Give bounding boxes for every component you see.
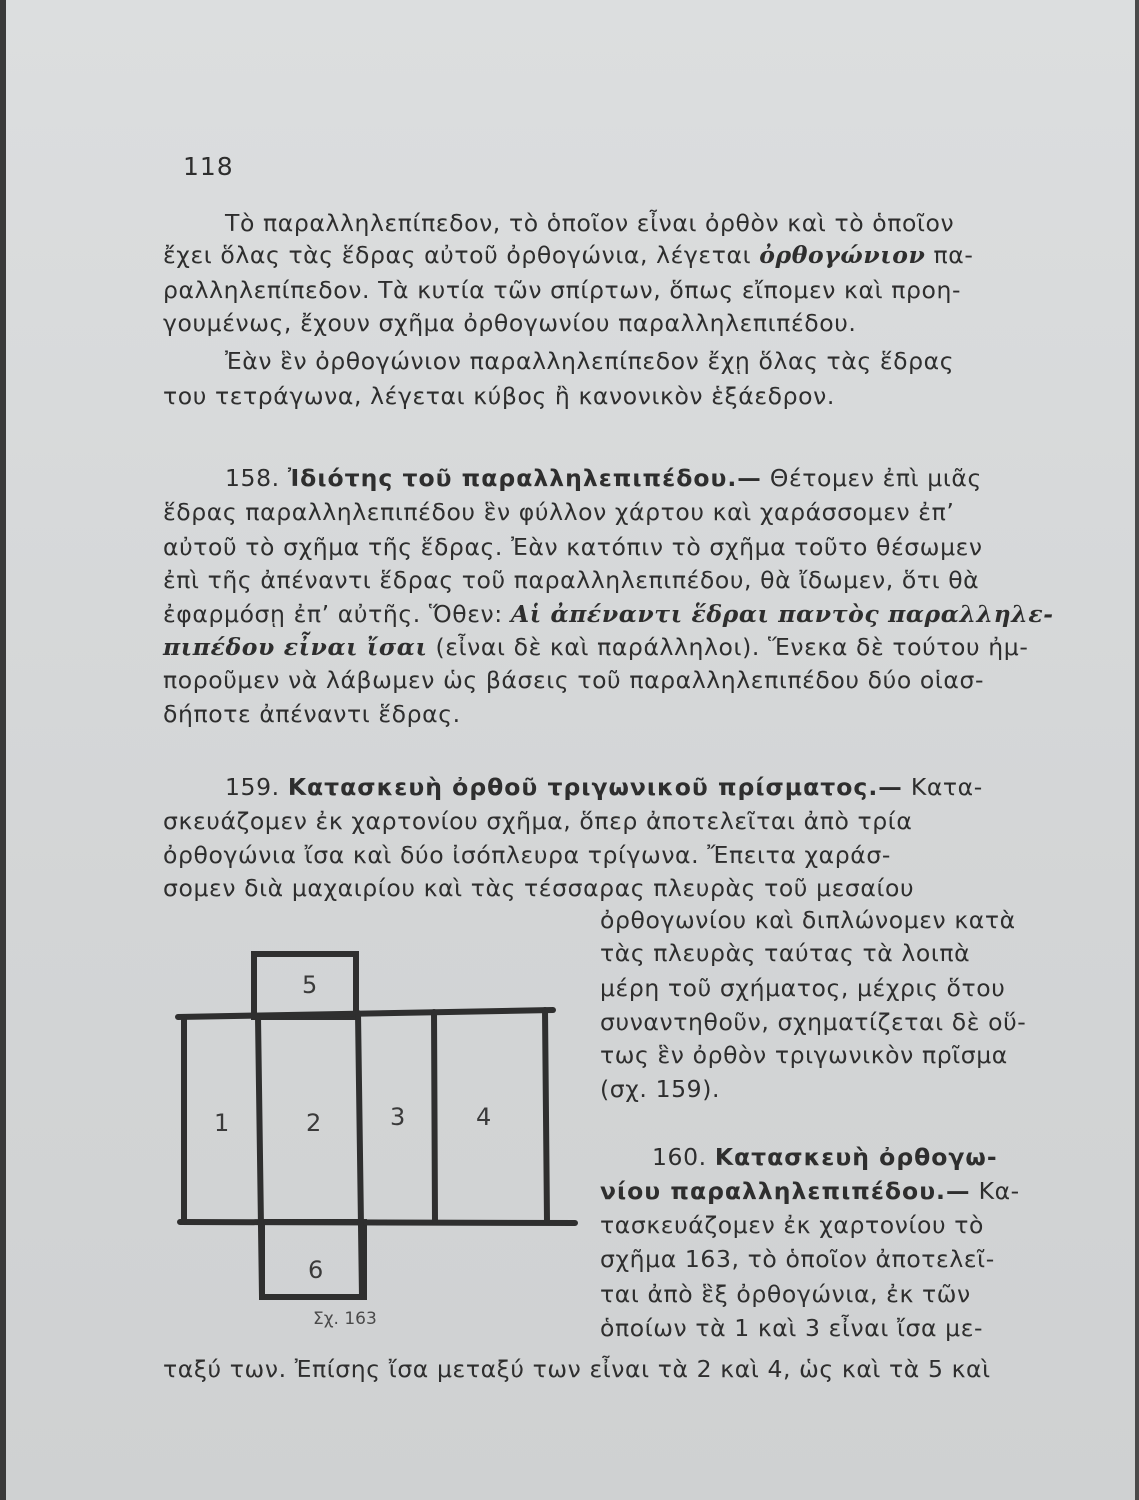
section-heading: Κατασκευὴ ὀρθοῦ τριγωνικοῦ πρίσματος.— [287, 773, 903, 801]
section-160-line-1 [652, 1143, 998, 1171]
section-158-line-3: αὐτοῦ τὸ σχῆμα τῆς ἕδρας. Ἐὰν κατόπιν τὸ σχῆμα τοῦτο θέσωμεν [163, 533, 983, 561]
text-run: πα- [925, 241, 974, 269]
face-label-2: 2 [306, 1109, 322, 1137]
text-run: ἔχει ὅλας τὰς ἕδρας αὐτοῦ ὀρθογώνια, λέγεται [163, 241, 760, 269]
emphasis-term: ὀρθογώνιον [759, 241, 926, 269]
section-heading: Κατασκευὴ ὀρθογω- [714, 1143, 998, 1171]
section-158-line-8: δήποτε ἀπέναντι ἕδρας. [163, 700, 461, 728]
paragraph-2-line-1: Ἐὰν ἓν ὀρθογώνιον παραλληλεπίπεδον ἔχῃ ὅλας τὰς ἕδρας [225, 347, 955, 375]
section-158-line-7: ποροῦμεν νὰ λάβωμεν ὡς βάσεις τοῦ παραλληλεπιπέδου δύο οἱασ- [163, 666, 985, 694]
face-label-1: 1 [214, 1109, 230, 1137]
paragraph-1-line-1: Τὸ παραλληλεπίπεδον, τὸ ὁποῖον εἶναι ὀρθὸν καὶ τὸ ὁποῖον [225, 209, 955, 237]
figure-163 [170, 945, 590, 1345]
paragraph-2-line-2: του τετράγωνα, λέγεται κύβος ἢ κανονικὸν ἑξάεδρον. [163, 382, 835, 410]
section-159-line-10: (σχ. 159). [600, 1075, 721, 1103]
section-158-line-4: ἐπὶ τῆς ἀπέναντι ἕδρας τοῦ παραλληλεπιπέδου, θὰ ἴδωμεν, ὅτι θὰ [163, 566, 980, 594]
emphasis-theorem: πιπέδου εἶναι ἴσαι [163, 633, 428, 661]
section-159-line-8: συναντηθοῦν, σχηματίζεται δὲ οὕ- [600, 1008, 1027, 1036]
section-heading: Ἰδιότης τοῦ παραλληλεπιπέδου.— [287, 464, 762, 492]
text-run: ἐφαρμόσῃ ἐπ’ αὐτῆς. Ὅθεν: [163, 600, 511, 628]
face-label-4: 4 [476, 1103, 492, 1131]
section-160-line-2 [600, 1177, 1020, 1205]
section-159-line-2: σκευάζομεν ἐκ χαρτονίου σχῆμα, ὅπερ ἀποτελεῖται ἀπὸ τρία [163, 807, 913, 835]
section-159-line-1 [225, 773, 983, 801]
text-run: Κα- [970, 1177, 1020, 1205]
paragraph-1-line-2 [163, 241, 1073, 269]
text-run: Κατα- [902, 773, 983, 801]
section-159-line-4: σομεν διὰ μαχαιρίου καὶ τὰς τέσσαρας πλευρὰς τοῦ μεσαίου [163, 874, 915, 902]
face-label-6: 6 [308, 1256, 324, 1284]
section-158-line-1 [225, 464, 982, 492]
section-heading: νίου παραλληλεπιπέδου.— [600, 1177, 971, 1205]
figure-caption: Σχ. 163 [313, 1309, 377, 1329]
section-160-line-7: ταξύ των. Ἐπίσης ἴσα μεταξύ των εἶναι τὰ 2 καὶ 4, ὡς καὶ τὰ 5 καὶ [163, 1355, 991, 1383]
page-right-edge [1135, 0, 1139, 1500]
face-label-5: 5 [302, 971, 318, 999]
section-number: 159. [225, 773, 280, 801]
section-159-line-9: τως ἓν ὀρθὸν τριγωνικὸν πρῖσμα [600, 1041, 1008, 1069]
section-160-line-6: ὁποίων τὰ 1 καὶ 3 εἶναι ἴσα με- [600, 1314, 984, 1342]
net-diagram [170, 945, 590, 1345]
emphasis-theorem: Αἱ ἀπέναντι ἕδραι παντὸς παραλληλε- [510, 600, 1054, 628]
face-label-3: 3 [390, 1103, 406, 1131]
page-number: 118 [183, 152, 234, 181]
section-159-line-6: τὰς πλευρὰς ταύτας τὰ λοιπὰ [600, 939, 971, 967]
section-number: 160. [652, 1143, 707, 1171]
text-run: (εἶναι δὲ καὶ παράλληλοι). Ἕνεκα δὲ τούτου ἠμ- [427, 633, 1029, 661]
section-160-line-5: ται ἀπὸ ἓξ ὀρθογώνια, ἐκ τῶν [600, 1280, 971, 1308]
section-159-line-7: μέρη τοῦ σχήματος, μέχρις ὅτου [600, 974, 1006, 1002]
page-left-edge [0, 0, 6, 1500]
section-159-line-5: ὀρθογωνίου καὶ διπλώνομεν κατὰ [600, 906, 1016, 934]
section-158-line-5 [163, 600, 1073, 628]
section-number: 158. [225, 464, 280, 492]
paragraph-1-line-3: ραλληλεπίπεδον. Τὰ κυτία τῶν σπίρτων, ὅπως εἴπομεν καὶ προη- [163, 276, 962, 304]
text-run: Θέτομεν ἐπὶ μιᾶς [761, 464, 982, 492]
section-158-line-2: ἕδρας παραλληλεπιπέδου ἓν φύλλον χάρτου καὶ χαράσσομεν ἐπ’ [163, 498, 955, 526]
section-160-line-3: τασκευάζομεν ἐκ χαρτονίου τὸ [600, 1211, 984, 1239]
section-159-line-3: ὀρθογώνια ἴσα καὶ δύο ἰσόπλευρα τρίγωνα. Ἔπειτα χαράσ- [163, 841, 891, 869]
paragraph-1-line-4: γουμένως, ἔχουν σχῆμα ὀρθογωνίου παραλληλεπιπέδου. [163, 309, 857, 337]
section-158-line-6 [163, 633, 1073, 661]
section-160-line-4: σχῆμα 163, τὸ ὁποῖον ἀποτελεῖ- [600, 1245, 995, 1273]
